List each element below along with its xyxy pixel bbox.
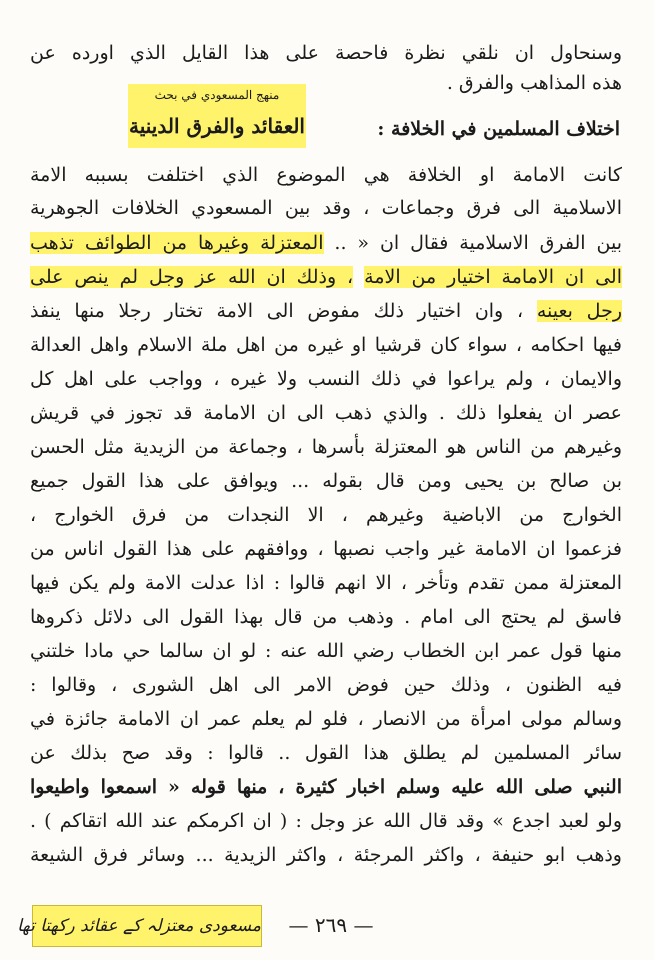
hadith-bold-text: النبي صلى الله عليه وسلم اخبار كثيرة ، منها قوله « اسمعوا واطيعوا	[30, 776, 622, 798]
body-line-5	[30, 296, 622, 326]
body-line-1: كانت الامامة او الخلافة هي الموضوع الذي اختلفت بسببه الامة	[30, 164, 622, 186]
intro-line-1: وسنحاول ان نلقي نظرة فاحصة على هذا القايل الذي اورده عن	[30, 42, 622, 64]
body-line-6: فيها احكامه ، سواء كان قرشيا او غيره من اهل ملة الاسلام واهل العدالة	[30, 334, 622, 356]
body-line-14: فاسق لم يحتج الى امام . وذهب من قال بهذا القول الى دلائل ذكروها	[30, 606, 622, 628]
page-number: — ٢٦٩ —	[288, 913, 374, 937]
annotation-small-text: منهج المسعودي في بحث	[154, 88, 280, 102]
body-line-19	[30, 772, 622, 802]
body-line-13: المعتزلة ممن تقدم وتأخر ، الا انهم قالوا : اذا عدلت الامة ولم يكن فيها	[30, 572, 622, 594]
body-line-21: وذهب ابو حنيفة ، واكثر المرجئة ، واكثر الزيدية ... وسائر فرق الشيعة	[30, 844, 622, 866]
section-heading: اختلاف المسلمين في الخلافة :	[377, 118, 620, 140]
body-line-17: وسالم مولى امرأة من الانصار ، فلو لم يعلم عمر ان الامامة جائزة في	[30, 708, 622, 730]
body-line-10: بن صالح بن يحيى ومن قال بقوله ... ويوافق على هذا القول جميع	[30, 470, 622, 492]
highlight-mutazila: المعتزلة وغيرها من الطوائف تذهب	[30, 232, 324, 254]
body-line-12: فزعموا ان الامامة غير واجب نصبها ، ووافقهم على هذا القول اناس من	[30, 538, 622, 560]
body-line-2: الاسلامية الى فرق وجماعات ، وقد بين المسعودي الخلافات الجوهرية	[30, 197, 622, 219]
body-line-18: سائر المسلمين لم يطلق هذا القول .. قالوا : وقد صح بذلك عن	[30, 742, 622, 764]
intro-line-2: هذه المذاهب والفرق .	[446, 72, 622, 94]
body-line-3	[30, 228, 622, 258]
body-line-4	[30, 262, 622, 292]
body-line-9: وغيرهم من الناس هو المعتزلة بأسرها ، وجماعة من الزيدية مثل الحسن	[30, 436, 622, 458]
body-line-16: فيه الظنون ، وذلك حين فوض الامر الى اهل الشورى ، وقالوا :	[30, 674, 622, 696]
body-line-8: عصر ان يفعلوا ذلك . والذي ذهب الى ان الامامة قد تجوز في قريش	[30, 402, 622, 424]
highlight-specific-man: رجل بعينه	[536, 300, 622, 322]
highlight-no-text: ، وذلك ان الله عز وجل لم ينص على	[30, 266, 354, 288]
body-line-15: منها قول عمر ابن الخطاب رضي الله عنه : لو ان سالما حي مادا خلتني	[30, 640, 622, 662]
handwritten-urdu-note: مسعودی معتزلہ کے عقائد رکھتا تھا	[32, 905, 262, 947]
body-line-3-a: بين الفرق الاسلامية فقال ان « ..	[334, 232, 622, 254]
body-line-20: ولو لعبد اجدع » وقد قال الله عز وجل : ( ان اكرمكم عند الله اتقاكم ) .	[30, 810, 622, 832]
highlight-imamate-choice: الى ان الامامة اختيار من الامة	[364, 266, 622, 288]
body-line-11: الخوارج من الاباضية وغيرهم ، الا النجدات من فرق الخوارج ،	[30, 504, 622, 526]
body-line-7: والايمان ، ولم يراعوا في ذلك النسب ولا غيره ، وواجب على اهل كل	[30, 368, 622, 390]
annotation-big-text: العقائد والفرق الدينية	[129, 114, 305, 138]
body-line-5-b: ، وان اختيار ذلك مفوض الى الامة تختار رجلا منها ينفذ	[30, 300, 524, 322]
